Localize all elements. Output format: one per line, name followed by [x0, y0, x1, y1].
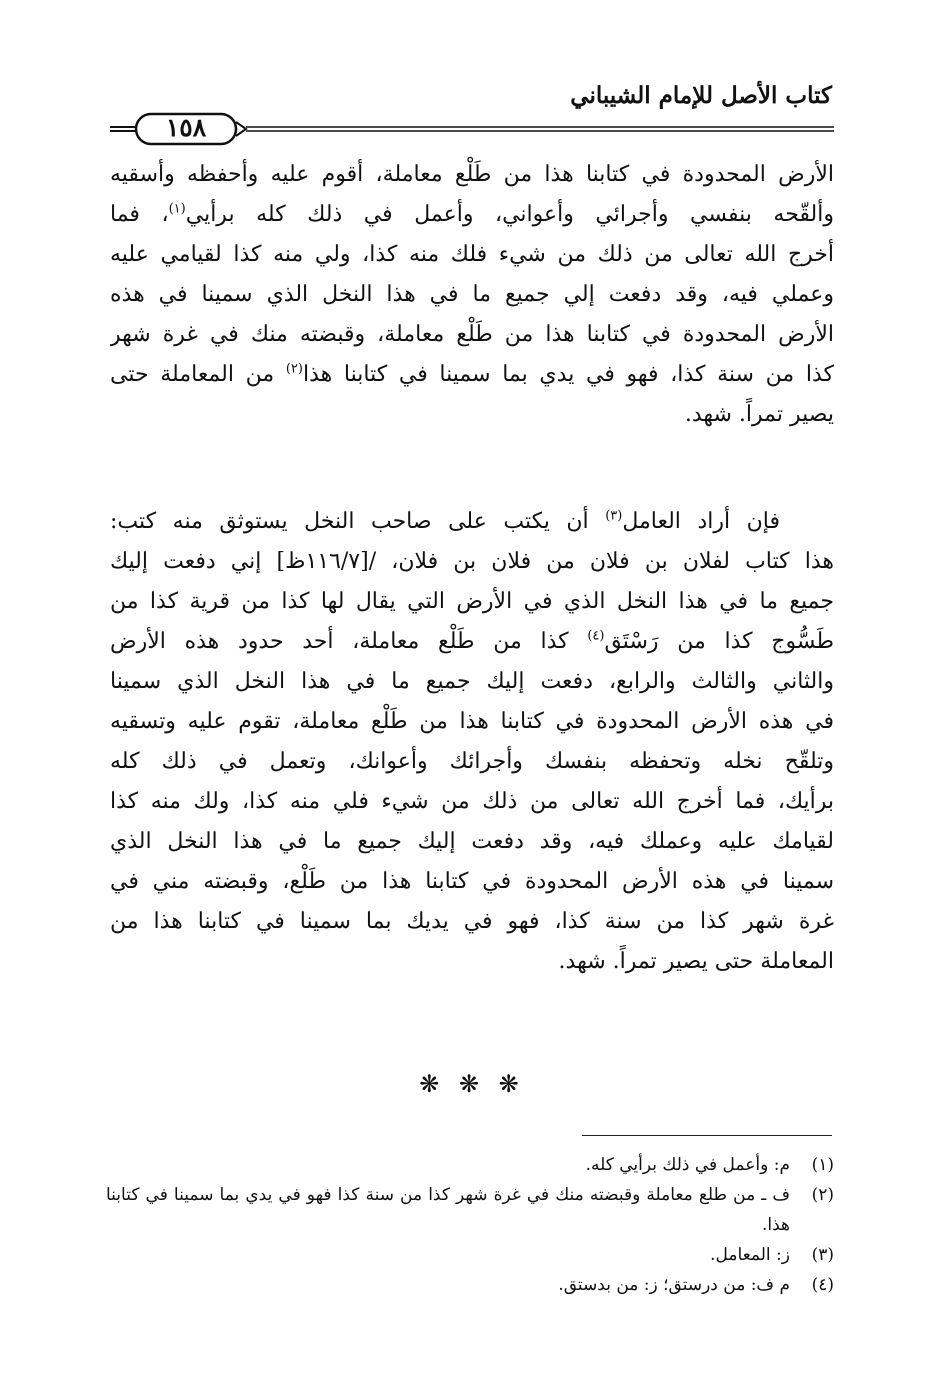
text-line: المعاملة حتى يصير تمراً. شهد. [558, 949, 834, 974]
text-line: برأيك، فما أخرج الله تعالى من ذلك من شيء فلي منه كذا، ولك منه كذا [110, 789, 834, 814]
paragraph-1 [110, 155, 834, 435]
text-segment: كذا من طَلْع معاملة، أحد حدود هذه الأرض [110, 629, 588, 654]
footnotes [106, 1150, 834, 1300]
text-line: لقيامك عليه وعملك فيه، وقد دفعت إليك جميع ما في هذا النخل الذي [110, 829, 834, 854]
running-title: كتاب الأصل للإمام الشيباني [570, 82, 832, 109]
text-line: غرة شهر كذا من سنة كذا، فهو في يديك بما سمينا في كتابنا هذا من [110, 909, 834, 934]
footnote-text: ف ـ من طلع معاملة وقبضته منك في غرة شهر كذا من سنة كذا فهو في يدي بما سمينا في كتابنا هذا. [106, 1185, 790, 1235]
footnote-2 [106, 1180, 834, 1240]
footnote-text: م: وأعمل في ذلك برأيي كله. [585, 1155, 790, 1175]
text-segment: طَسُّوج كذا من رَسْتَق [604, 629, 834, 654]
text-line [110, 622, 834, 662]
text-line: يصير تمراً. شهد. [684, 402, 834, 427]
text-line [110, 195, 834, 235]
footnote-number: (٣) [811, 1245, 834, 1265]
text-line: الأرض المحدودة في كتابنا هذا من طَلْع معاملة، أقوم عليه وأحفظه وأسقيه [110, 162, 834, 187]
footnote-number: (٤) [811, 1275, 834, 1295]
text-segment: وألقّحه بنفسي وأجرائي وأعواني، وأعمل في ذلك كله برأيي [185, 202, 834, 227]
footnote-separator [582, 1135, 832, 1136]
text-segment: من المعاملة حتى [110, 362, 286, 387]
text-segment: ، فما [110, 202, 169, 227]
footnote-text: ز: المعامل. [710, 1245, 790, 1265]
paragraph-2 [110, 502, 834, 982]
footnote-number: (٢) [811, 1185, 834, 1205]
footnote-marker-3[interactable]: (٣) [605, 508, 623, 524]
text-line [110, 502, 834, 542]
footnote-text: م ف: من درستق؛ ز: من بدستق. [558, 1275, 790, 1295]
text-line [110, 355, 834, 395]
section-divider-ornament: ❋ ❋ ❋ [419, 1070, 525, 1098]
page-number: ١٥٨ [165, 113, 207, 142]
text-line: الأرض المحدودة في كتابنا هذا من طَلْع معاملة، وقبضته منك في غرة شهر [110, 322, 834, 347]
text-line: جميع ما في هذا النخل الذي في الأرض التي يقال لها كذا من قرية كذا من [110, 589, 834, 614]
text-segment: كذا من سنة كذا، فهو في يدي بما سمينا في كتابنا هذا [302, 362, 834, 387]
text-line: وعملي فيه، وقد دفعت إلي جميع ما في هذا النخل الذي سمينا في هذه [110, 282, 834, 307]
footnote-marker-2[interactable]: (٢) [285, 361, 303, 377]
text-line: أخرج الله تعالى من ذلك من شيء فلك منه كذا، ولي منه كذا لقيامي عليه [110, 242, 834, 267]
text-line: والثاني والثالث والرابع، دفعت إليك جميع ما في هذا النخل الذي سمينا [110, 669, 834, 694]
text-line: سمينا في هذه الأرض المحدودة في كتابنا هذا من طَلْع، وقبضته مني في [110, 869, 834, 894]
text-line: في هذه الأرض المحدودة في كتابنا هذا من طَلْع معاملة، تقوم عليه وتسقيه [110, 709, 834, 734]
footnote-marker-1[interactable]: (١) [168, 201, 186, 217]
footnote-4 [106, 1270, 834, 1300]
footnote-number: (١) [811, 1155, 834, 1175]
text-line: هذا كتاب لفلان بن فلان من فلان بن فلان، /[١١٦/٧ظ] إني دفعت إليك [110, 549, 834, 574]
text-segment: أن يكتب على صاحب النخل يستوثق منه كتب: [110, 509, 606, 534]
footnote-3 [106, 1240, 834, 1270]
footnote-marker-4[interactable]: (٤) [587, 628, 605, 644]
text-line: وتلقّح نخله وتحفظه بنفسك وأجرائك وأعوانك، وتعمل في ذلك كله [110, 749, 834, 774]
footnote-1 [106, 1150, 834, 1180]
text-segment: فإن أراد العامل [622, 509, 780, 534]
